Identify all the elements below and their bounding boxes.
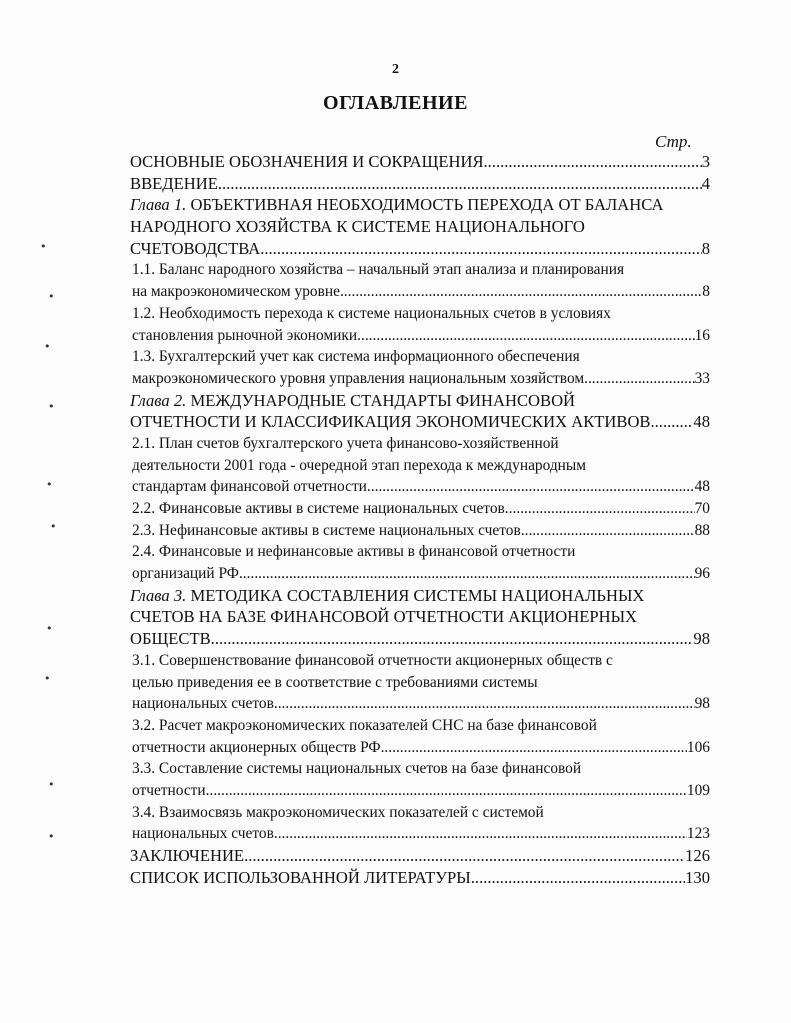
toc-entry-text: СЧЕТОВ НА БАЗЕ ФИНАНСОВОЙ ОТЧЕТНОСТИ АКЦИОНЕРНЫХ bbox=[130, 607, 638, 627]
toc-entry-title: ОСНОВНЫЕ ОБОЗНАЧЕНИЯ И СОКРАЩЕНИЯ bbox=[130, 152, 484, 171]
toc-entry-title bbox=[130, 238, 260, 260]
toc-entry-text: 1.2. Необходимость перехода к системе национальных счетов в условиях bbox=[132, 304, 611, 322]
page-column-label: Стр. bbox=[655, 132, 692, 151]
toc-entry-text: отчетности bbox=[132, 781, 206, 799]
toc-entry-title bbox=[132, 758, 581, 780]
toc-entry-title bbox=[132, 303, 611, 325]
toc-entry-title bbox=[132, 476, 367, 498]
toc-entry-text: национальных счетов bbox=[132, 695, 274, 713]
toc-leader-dots bbox=[274, 823, 687, 845]
toc-page-number: 8 bbox=[701, 238, 710, 258]
scan-mark: • bbox=[40, 240, 47, 253]
toc-page-number: 16 bbox=[694, 326, 710, 344]
toc-leader-dots bbox=[340, 281, 702, 303]
toc-section-line bbox=[130, 758, 710, 780]
toc-leader-dots bbox=[381, 737, 687, 759]
toc-entry-title: ЗАКЛЮЧЕНИЕ bbox=[130, 846, 245, 865]
toc-section-line bbox=[130, 476, 710, 498]
toc-page-number: 109 bbox=[686, 781, 710, 799]
toc-entry-text: СЧЕТОВОДСТВА bbox=[130, 238, 261, 258]
toc-entry-title bbox=[130, 194, 664, 216]
toc-entry-text: целью приведения ее в соответствие с требованиями системы bbox=[132, 673, 538, 691]
toc-entry-title bbox=[130, 390, 575, 412]
toc-leader-dots bbox=[244, 845, 685, 867]
toc-chapter-line bbox=[130, 585, 710, 607]
toc-section-line bbox=[130, 281, 710, 303]
toc-page-number: 130 bbox=[685, 867, 710, 887]
scan-mark: • bbox=[50, 520, 57, 533]
toc-leader-dots bbox=[505, 498, 695, 520]
toc-entry-text: МЕТОДИКА СОСТАВЛЕНИЯ СИСТЕМЫ НАЦИОНАЛЬНЫХ bbox=[190, 585, 645, 605]
toc-page-number: 98 bbox=[693, 629, 710, 649]
toc-entry-text: деятельности 2001 года - очередной этап перехода к международным bbox=[132, 456, 586, 474]
toc-section-line bbox=[130, 650, 710, 672]
toc-entry-title bbox=[132, 498, 505, 520]
toc-entry-text: 1.1. Баланс народного хозяйства – начальный этап анализа и планирования bbox=[132, 261, 625, 279]
toc-entry-text: ОБЩЕСТВ bbox=[130, 629, 211, 649]
toc-entry-title bbox=[132, 281, 340, 303]
toc-section-line bbox=[130, 325, 710, 347]
toc-page-number: 96 bbox=[694, 565, 710, 583]
toc-entry-title bbox=[132, 672, 538, 694]
toc-entry-text: 2.4. Финансовые и нефинансовые активы в финансовой отчетности bbox=[132, 543, 576, 561]
toc-section-line bbox=[130, 693, 710, 715]
toc-page-number: 123 bbox=[686, 825, 710, 843]
toc-section-line bbox=[130, 563, 710, 585]
toc-chapter-line bbox=[130, 194, 710, 216]
toc-section-line bbox=[130, 802, 710, 824]
scan-mark: • bbox=[44, 672, 51, 685]
table-of-contents bbox=[130, 151, 710, 888]
toc-chapter-line bbox=[130, 216, 710, 238]
toc-leader-dots bbox=[584, 368, 695, 390]
toc-entry-text: 1.3. Бухгалтерский учет как система информационного обеспечения bbox=[132, 348, 580, 366]
toc-section-line bbox=[130, 715, 710, 737]
toc-entry-text: 2.2. Финансовые активы в системе национальных счетов bbox=[132, 500, 505, 517]
toc-section-line bbox=[130, 259, 710, 281]
toc-entry-title bbox=[132, 650, 613, 672]
toc-entry-text: 2.3. Нефинансовые активы в системе национальных счетов bbox=[132, 521, 521, 539]
toc-entry-text: организаций РФ bbox=[132, 565, 239, 583]
toc-entry-title bbox=[132, 802, 544, 824]
toc-section-line bbox=[130, 498, 710, 520]
toc-entry-title bbox=[132, 541, 575, 563]
toc-entry-text: макроэкономического уровня управления национальным хозяйством bbox=[132, 369, 585, 387]
toc-chapter-line bbox=[130, 390, 710, 412]
toc-leader-dots bbox=[471, 867, 685, 889]
toc-entry-title bbox=[130, 628, 211, 650]
toc-section-line bbox=[130, 520, 710, 542]
toc-entry-text: 3.4. Взаимосвязь макроэкономических показателей с системой bbox=[132, 803, 544, 821]
scan-mark: • bbox=[48, 400, 55, 413]
toc-section-line bbox=[130, 346, 710, 368]
toc-section-line bbox=[130, 823, 710, 845]
toc-page-number: 98 bbox=[694, 695, 710, 713]
toc-entry-text: на макроэкономическом уровне bbox=[132, 283, 340, 301]
toc-section-line bbox=[130, 541, 710, 563]
toc-entry bbox=[130, 173, 710, 195]
toc-page-number: 126 bbox=[685, 846, 710, 865]
toc-entry-title bbox=[132, 325, 361, 347]
toc-leader-dots bbox=[484, 151, 702, 173]
toc-page-number: 70 bbox=[694, 500, 710, 517]
toc-section-line bbox=[130, 780, 710, 802]
scan-mark: • bbox=[46, 622, 53, 635]
toc-entry-title bbox=[132, 737, 381, 759]
toc-entry-text: становления рыночной экономики. bbox=[132, 326, 361, 344]
toc-entry-text: НАРОДНОГО ХОЗЯЙСТВА К СИСТЕМЕ НАЦИОНАЛЬНОГО bbox=[130, 217, 585, 237]
chapter-prefix: Глава 1. bbox=[130, 195, 187, 215]
toc-leader-dots bbox=[211, 628, 694, 650]
toc-entry-title: ВВЕДЕНИЕ bbox=[130, 173, 218, 193]
toc-entry-text: ОТЧЕТНОСТИ И КЛАССИФИКАЦИЯ ЭКОНОМИЧЕСКИХ АКТИВОВ bbox=[130, 412, 651, 432]
scan-mark: • bbox=[48, 830, 55, 843]
toc-leader-dots bbox=[361, 325, 695, 347]
toc-leader-dots bbox=[274, 693, 695, 715]
toc-entry-text: 3.3. Составление системы национальных счетов на базе финансовой bbox=[132, 760, 582, 778]
toc-entry bbox=[130, 845, 710, 867]
toc-section-line bbox=[130, 433, 710, 455]
toc-entry-text: ОБЪЕКТИВНАЯ НЕОБХОДИМОСТЬ ПЕРЕХОДА ОТ БАЛАНСА bbox=[190, 195, 664, 215]
toc-entry-title bbox=[132, 693, 274, 715]
toc-entry-title: СПИСОК ИСПОЛЬЗОВАННОЙ ЛИТЕРАТУРЫ bbox=[130, 867, 471, 887]
toc-entry-title bbox=[132, 455, 586, 477]
toc-entry-title bbox=[130, 216, 585, 238]
toc-chapter-line bbox=[130, 628, 710, 650]
toc-section-line bbox=[130, 368, 710, 390]
toc-entry-title bbox=[132, 823, 274, 845]
page-title: ОГЛАВЛЕНИЕ bbox=[323, 92, 468, 114]
toc-entry-title bbox=[132, 563, 239, 585]
toc-section-line bbox=[130, 455, 710, 477]
toc-chapter-line bbox=[130, 606, 710, 628]
toc-page-number: 4 bbox=[701, 173, 710, 193]
toc-page-number: 48 bbox=[694, 478, 710, 496]
toc-page-number: 3 bbox=[701, 152, 710, 171]
toc-section-line bbox=[130, 672, 710, 694]
toc-entry-text: МЕЖДУНАРОДНЫЕ СТАНДАРТЫ ФИНАНСОВОЙ bbox=[190, 390, 576, 410]
toc-entry-title bbox=[132, 433, 559, 455]
toc-entry-title bbox=[130, 411, 651, 433]
toc-entry-text: стандартам финансовой отчетности bbox=[132, 478, 367, 496]
scan-mark: • bbox=[46, 478, 53, 491]
scan-mark: • bbox=[44, 340, 51, 353]
toc-entry-title bbox=[130, 585, 644, 607]
toc-entry-title bbox=[132, 368, 584, 390]
toc-entry-title bbox=[132, 520, 521, 542]
toc-entry-title bbox=[132, 259, 624, 281]
chapter-prefix: Глава 3. bbox=[130, 585, 187, 605]
toc-leader-dots bbox=[218, 173, 702, 195]
chapter-prefix: Глава 2. bbox=[130, 390, 187, 410]
toc-entry-text: 2.1. План счетов бухгалтерского учета финансово-хозяйственной bbox=[132, 434, 559, 452]
toc-leader-dots bbox=[239, 563, 695, 585]
scan-mark: • bbox=[48, 290, 55, 303]
toc-leader-dots bbox=[651, 411, 694, 433]
toc-entry-text: 3.2. Расчет макроэкономических показателей СНС на базе финансовой bbox=[132, 716, 597, 734]
toc-leader-dots bbox=[367, 476, 695, 498]
toc-section-line bbox=[130, 303, 710, 325]
toc-leader-dots bbox=[206, 780, 687, 802]
page-number: 2 bbox=[392, 62, 399, 77]
toc-page-number: 33 bbox=[694, 369, 710, 387]
toc-page-number: 106 bbox=[686, 738, 710, 756]
toc-entry bbox=[130, 867, 710, 889]
scan-mark: • bbox=[48, 778, 55, 791]
toc-page-number: 48 bbox=[693, 412, 710, 432]
toc-chapter-line bbox=[130, 411, 710, 433]
toc-entry-text: национальных счетов bbox=[132, 825, 274, 843]
toc-section-line bbox=[130, 737, 710, 759]
toc-entry-text: отчетности акционерных обществ РФ bbox=[132, 738, 381, 756]
toc-entry-title bbox=[130, 606, 637, 628]
toc-entry bbox=[130, 151, 710, 173]
toc-entry-title bbox=[132, 715, 597, 737]
toc-leader-dots bbox=[260, 238, 701, 260]
toc-page-number: 88 bbox=[694, 521, 710, 539]
toc-leader-dots bbox=[521, 520, 695, 542]
toc-chapter-line bbox=[130, 238, 710, 260]
toc-page-number: 8 bbox=[702, 283, 710, 301]
toc-entry-title bbox=[132, 346, 580, 368]
toc-entry-text: 3.1. Совершенствование финансовой отчетности акционерных обществ с bbox=[132, 651, 613, 669]
toc-entry-title bbox=[132, 780, 206, 802]
